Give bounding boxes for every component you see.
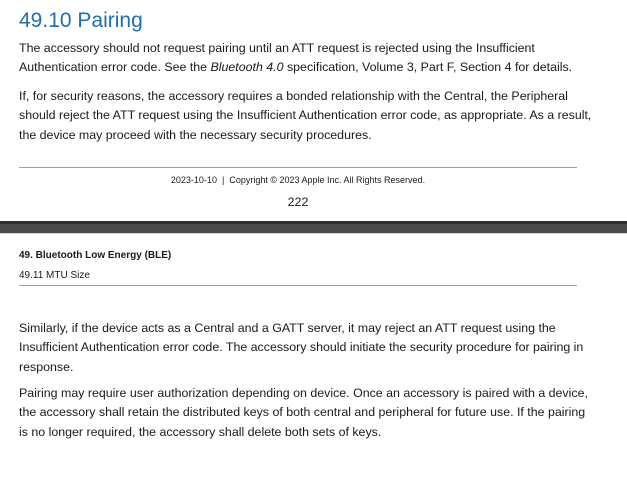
footer-separator: |	[221, 175, 225, 185]
page-break-divider	[0, 221, 627, 234]
document-page-222	[0, 0, 627, 220]
spec-name-italic: Bluetooth 4.0	[210, 60, 284, 75]
section-title: 49.10 Pairing	[19, 9, 143, 32]
paragraph-pairing-request	[19, 39, 594, 78]
footer-divider	[19, 167, 577, 168]
page-number: 222	[287, 195, 309, 209]
running-header: 49. Bluetooth Low Energy (BLE)	[19, 250, 172, 261]
footer-copyright: Copyright © 2023 Apple Inc. All Rights Reserved.	[229, 175, 426, 185]
paragraph-central-gatt: Similarly, if the device acts as a Central and a GATT server, it may reject an ATT request using the Insufficient Authentication error code. The accessory should initiate the security procedure for pairing in response.	[19, 321, 584, 374]
page-footer	[0, 175, 596, 185]
footer-date: 2023-10-10	[170, 175, 217, 185]
paragraph-text: specification, Volume 3, Part F, Section 4 for details.	[283, 60, 573, 75]
paragraph-user-authorization: Pairing may require user authorization depending on device. Once an accessory is paired with a device, the accessory shall retain the distributed keys of both central and peripheral for future use. If the pairing is no longer required, the accessory shall delete both sets of keys.	[19, 386, 588, 439]
paragraph-text: The accessory should not request pairing until an ATT request is rejected using the Insufficient Authentication error code. See the	[19, 41, 535, 75]
running-subheader: 49.11 MTU Size	[19, 270, 90, 281]
header-divider	[19, 285, 577, 286]
paragraph-bonded-relationship: If, for security reasons, the accessory requires a bonded relationship with the Central, the Peripheral should reject the ATT request using the Insufficient Authentication error code, as appropriate. As a result, the device may proceed with the necessary security procedures.	[19, 89, 592, 142]
